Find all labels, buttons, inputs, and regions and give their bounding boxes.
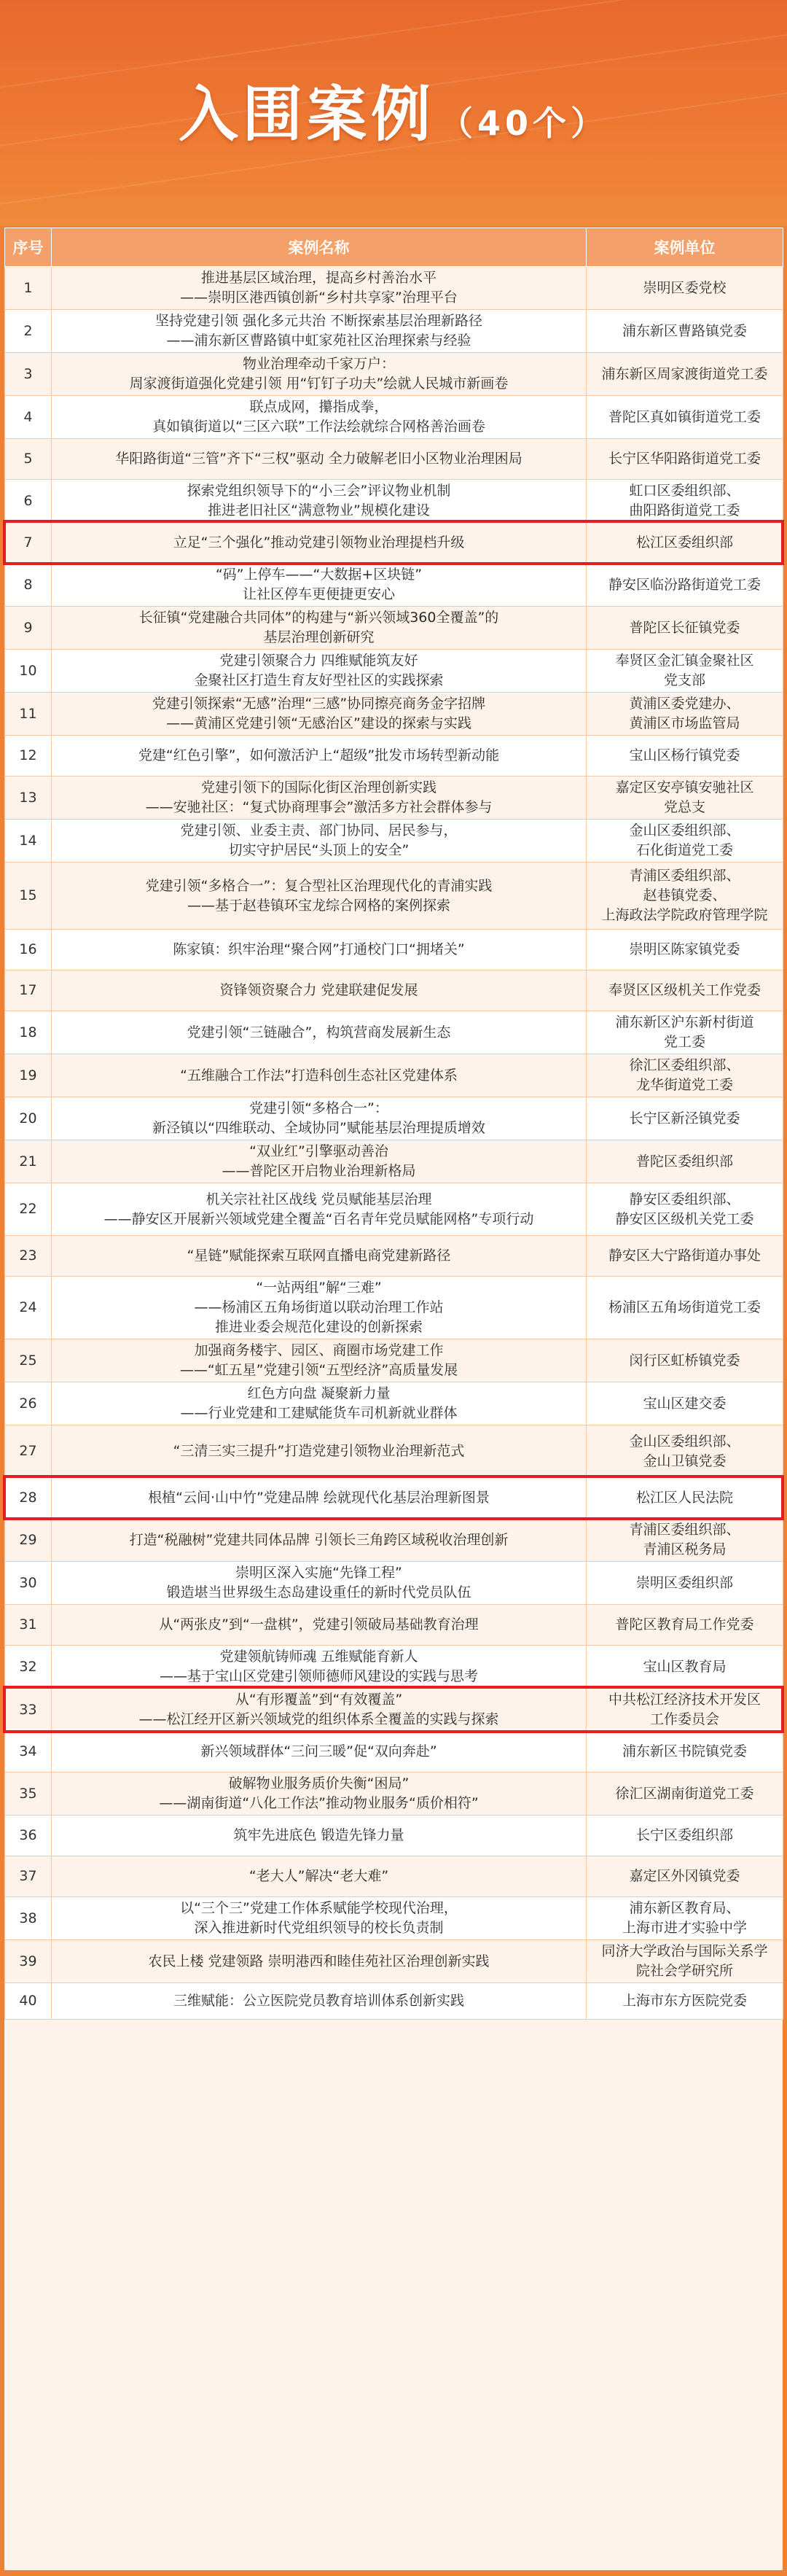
case-name-cell [52, 777, 587, 820]
case-unit-line: 普陀区真如镇街道党工委 [608, 408, 761, 425]
case-unit-line: 崇明区陈家镇党委 [629, 941, 740, 957]
case-name-line: 党建引领“三链融合”，构筑营商发展新生态 [187, 1024, 451, 1040]
case-unit-cell [587, 1425, 783, 1478]
case-unit-cell [587, 1478, 783, 1519]
case-name-cell [52, 1097, 587, 1140]
table-row [5, 480, 783, 523]
case-name-line: 立足“三个强化”推动党建引领物业治理提档升级 [173, 534, 465, 550]
case-name-cell [52, 930, 587, 970]
case-unit-cell [587, 1646, 783, 1689]
case-name-line: 真如镇街道以“三区六联”工作法绘就综合网格善治画卷 [152, 419, 485, 435]
row-number: 39 [5, 1940, 52, 1983]
case-name-line: 筑牢先进底色 锻造先锋力量 [233, 1827, 404, 1843]
case-name-cell [52, 480, 587, 523]
case-name-line: ——基于赵巷镇环宝龙综合网格的案例探索 [187, 897, 450, 914]
case-unit-line: 浦东新区书院镇党委 [622, 1743, 747, 1759]
case-unit-cell [587, 777, 783, 820]
case-unit-line: 赵巷镇党委、 [643, 887, 727, 903]
case-unit-line: 静安区大宁路街道办事处 [608, 1248, 761, 1264]
case-unit-line: 石化街道党工委 [635, 842, 733, 858]
case-name-line: 周家渡街道强化党建引领 用“钉钉子功夫”绘就人民城市新画卷 [129, 375, 509, 392]
row-number: 11 [5, 693, 52, 736]
case-name-line: ——松江经开区新兴领域党的组织体系全覆盖的实践与探索 [138, 1711, 499, 1727]
case-name-cell [52, 820, 587, 863]
row-number: 36 [5, 1816, 52, 1856]
table-row [5, 1011, 783, 1054]
case-name-cell [52, 1425, 587, 1478]
table-row [5, 1562, 783, 1605]
table-row [5, 1339, 783, 1382]
case-unit-cell [587, 1940, 783, 1983]
case-unit-line: 党工委 [663, 1034, 705, 1050]
case-name-cell [52, 1646, 587, 1689]
case-name-line: 物业治理牵动千家万户： [242, 356, 395, 372]
row-number: 13 [5, 777, 52, 820]
case-name-line: 推进基层区域治理，提高乡村善治水平 [200, 270, 436, 286]
row-number: 16 [5, 930, 52, 970]
case-name-cell [52, 1897, 587, 1940]
case-name-cell [52, 353, 587, 396]
case-name-cell [52, 1816, 587, 1856]
case-unit-cell [587, 970, 783, 1011]
case-unit-cell [587, 1562, 783, 1605]
case-name-cell [52, 1983, 587, 2020]
table-row [5, 863, 783, 930]
table-header-row [5, 228, 783, 267]
table-row [5, 353, 783, 396]
case-name-cell [52, 1054, 587, 1097]
case-unit-line: 宝山区杨行镇党委 [629, 747, 740, 763]
case-name-cell [52, 607, 587, 650]
case-unit-cell [587, 1236, 783, 1277]
title-main: 入围案例 [178, 80, 435, 149]
case-name-line: “双业红”引擎驱动善治 [249, 1143, 388, 1159]
case-name-line: 陈家镇：织牢治理“聚合网”打通校门口“拥堵关” [173, 941, 465, 957]
case-unit-line: 浦东新区周家渡街道党工委 [601, 365, 768, 382]
case-unit-line: 院社会学研究所 [635, 1963, 733, 1979]
case-name-cell [52, 1140, 587, 1183]
row-number: 18 [5, 1011, 52, 1054]
row-number: 8 [5, 564, 52, 607]
case-unit-cell [587, 650, 783, 693]
table-row [5, 930, 783, 970]
case-name-line: “码”上停车——“大数据+区块链” [215, 567, 423, 583]
row-number: 33 [5, 1689, 52, 1732]
case-name-line: 机关宗社社区战线 党员赋能基层治理 [205, 1191, 432, 1207]
case-unit-cell [587, 736, 783, 777]
case-name-line: ——“虹五星”党建引领“五型经济”高质量发展 [179, 1362, 458, 1378]
case-name-cell [52, 1478, 587, 1519]
table-row [5, 1519, 783, 1562]
case-name-line: ——基于宝山区党建引领师德师风建设的实践与思考 [159, 1668, 478, 1684]
case-unit-line: 长宁区华阳路街道党工委 [608, 451, 761, 467]
case-name-line: ——安驰社区：“复式协商理事会”激活多方社会群体参与 [145, 799, 493, 815]
case-unit-cell [587, 1732, 783, 1773]
row-number: 31 [5, 1605, 52, 1646]
table-row [5, 650, 783, 693]
case-name-line: 崇明区深入实施“先锋工程” [235, 1565, 402, 1581]
case-name-line: 打造“税融树”党建共同体品牌 引领长三角跨区域税收治理创新 [129, 1531, 509, 1548]
table-row [5, 1689, 783, 1732]
column-header-unit: 案例单位 [587, 228, 783, 267]
row-number: 12 [5, 736, 52, 777]
case-name-line: 党建“红色引擎”，如何激活沪上“超级”批发市场转型新动能 [138, 747, 500, 763]
case-name-line: 党建引领、业委主责、部门协同、居民参与， [180, 822, 458, 838]
case-name-line: 基层治理创新研究 [263, 629, 375, 645]
case-unit-cell [587, 439, 783, 480]
row-number: 20 [5, 1097, 52, 1140]
case-name-cell [52, 863, 587, 930]
row-number: 7 [5, 523, 52, 564]
case-unit-line: 普陀区长征镇党委 [629, 619, 740, 636]
case-unit-cell [587, 1277, 783, 1339]
table-row [5, 1983, 783, 2020]
case-unit-line: 松江区委组织部 [635, 534, 733, 550]
case-unit-cell [587, 1054, 783, 1097]
case-name-line: 坚持党建引领 强化多元共治 不断探索基层治理新路径 [154, 313, 483, 329]
case-name-cell [52, 310, 587, 353]
case-name-line: 破解物业服务质价失衡“困局” [228, 1775, 410, 1791]
case-unit-line: 静安区临汾路街道党工委 [608, 576, 761, 593]
case-unit-line: 奉贤区金汇镇金聚社区 [615, 653, 754, 669]
case-name-line: 三维赋能：公立医院党员教育培训体系创新实践 [173, 1993, 464, 2009]
row-number: 28 [5, 1478, 52, 1519]
case-name-cell [52, 1277, 587, 1339]
row-number: 5 [5, 439, 52, 480]
case-name-cell [52, 1856, 587, 1897]
case-name-cell [52, 1011, 587, 1054]
case-unit-cell [587, 1519, 783, 1562]
case-unit-line: 曲阳路街道党工委 [629, 502, 740, 518]
case-unit-line: 浦东新区曹路镇党委 [622, 322, 747, 339]
table-row [5, 1816, 783, 1856]
case-name-line: 党建领航铸师魂 五维赋能育新人 [219, 1649, 418, 1665]
case-name-line: 长征镇“党建融合共同体”的构建与“新兴领域360全覆盖”的 [138, 610, 499, 626]
table-row [5, 693, 783, 736]
case-unit-cell [587, 1856, 783, 1897]
case-name-line: 党建引领“多格合一”： [249, 1100, 388, 1116]
case-name-cell [52, 1940, 587, 1983]
row-number: 19 [5, 1054, 52, 1097]
case-unit-line: 浦东新区教育局、 [629, 1900, 740, 1916]
table-row [5, 607, 783, 650]
case-name-line: 以“三个三”党建工作体系赋能学校现代治理， [180, 1900, 458, 1916]
table-row [5, 736, 783, 777]
case-unit-line: 浦东新区沪东新村街道 [615, 1014, 754, 1030]
row-number: 14 [5, 820, 52, 863]
row-number: 3 [5, 353, 52, 396]
case-unit-line: 青浦区税务局 [643, 1541, 727, 1557]
case-name-line: 推进业委会规范化建设的创新探索 [214, 1319, 423, 1335]
row-number: 25 [5, 1339, 52, 1382]
case-unit-line: 宝山区建交委 [643, 1395, 727, 1412]
table-row [5, 1425, 783, 1478]
case-name-cell [52, 1183, 587, 1236]
row-number: 26 [5, 1382, 52, 1425]
case-unit-cell [587, 1816, 783, 1856]
row-number: 32 [5, 1646, 52, 1689]
row-number: 9 [5, 607, 52, 650]
case-unit-cell [587, 1605, 783, 1646]
case-name-line: ——行业党建和工建赋能货车司机新就业群体 [180, 1405, 458, 1421]
row-number: 21 [5, 1140, 52, 1183]
case-unit-line: 松江区人民法院 [635, 1490, 733, 1506]
table-row [5, 1236, 783, 1277]
case-name-line: 新兴领域群体“三问三暖”促“双向奔赴” [200, 1743, 437, 1759]
table-row [5, 1605, 783, 1646]
case-name-cell [52, 650, 587, 693]
case-unit-cell [587, 1382, 783, 1425]
case-unit-cell [587, 820, 783, 863]
case-name-cell [52, 267, 587, 310]
table-row [5, 1097, 783, 1140]
case-unit-line: 静安区委组织部、 [629, 1191, 740, 1207]
row-number: 1 [5, 267, 52, 310]
case-unit-cell [587, 863, 783, 930]
table-row [5, 1732, 783, 1773]
case-name-line: “星链”赋能探索互联网直播电商党建新路径 [187, 1248, 451, 1264]
table-row [5, 1940, 783, 1983]
case-unit-line: 龙华街道党工委 [635, 1077, 733, 1093]
row-number: 17 [5, 970, 52, 1011]
case-unit-line: 上海市进才实验中学 [622, 1920, 747, 1936]
case-name-line: 华阳路街道“三管”齐下“三权”驱动 全力破解老旧小区物业治理困局 [115, 451, 522, 467]
case-name-line: ——杨浦区五角场街道以联动治理工作站 [194, 1299, 444, 1315]
case-unit-cell [587, 564, 783, 607]
case-unit-cell [587, 1983, 783, 2020]
table-row [5, 1478, 783, 1519]
case-name-line: 根植“云间·山中竹”党建品牌 绘就现代化基层治理新图景 [148, 1490, 490, 1506]
row-number: 23 [5, 1236, 52, 1277]
case-name-line: 切实守护居民“头顶上的安全” [228, 842, 410, 858]
row-number: 2 [5, 310, 52, 353]
row-number: 40 [5, 1983, 52, 2020]
case-name-line: “三清三实三提升”打造党建引领物业治理新范式 [173, 1443, 465, 1459]
case-unit-cell [587, 267, 783, 310]
table-row [5, 564, 783, 607]
case-name-line: “老大人”解决“老大难” [248, 1868, 389, 1884]
case-unit-line: 上海政法学院政府管理学院 [601, 907, 768, 923]
case-name-line: 让社区停车更便捷更安心 [242, 586, 395, 602]
case-unit-line: 长宁区委组织部 [635, 1827, 733, 1843]
case-unit-line: 金山区委组织部、 [629, 1433, 740, 1450]
case-unit-line: 黄浦区委党建办、 [629, 696, 740, 712]
column-header-name: 案例名称 [52, 228, 587, 267]
case-name-line: 从“两张皮”到“一盘棋”，党建引领破局基础教育治理 [159, 1616, 479, 1633]
case-name-line: 红色方向盘 凝聚新力量 [247, 1385, 391, 1401]
case-name-line: 加强商务楼宇、园区、商圈市场党建工作 [194, 1342, 444, 1358]
case-name-cell [52, 1732, 587, 1773]
case-unit-line: 中共松江经济技术开发区 [608, 1692, 761, 1708]
case-name-cell [52, 1689, 587, 1732]
case-unit-cell [587, 1897, 783, 1940]
case-unit-line: 宝山区教育局 [643, 1658, 727, 1675]
case-name-line: 新泾镇以“四维联动、全域协同”赋能基层治理提质增效 [152, 1120, 485, 1136]
case-unit-line: 普陀区教育局工作党委 [615, 1616, 754, 1633]
case-name-line: 资锋领资聚合力 党建联建促发展 [219, 982, 418, 998]
case-unit-line: 金山区委组织部、 [629, 822, 740, 838]
case-unit-line: 徐汇区委组织部、 [629, 1057, 740, 1073]
case-name-line: 党建引领“多格合一”：复合型社区治理现代化的青浦实践 [145, 877, 493, 894]
case-unit-cell [587, 480, 783, 523]
case-name-cell [52, 736, 587, 777]
case-unit-line: 嘉定区外冈镇党委 [629, 1868, 740, 1884]
case-unit-cell [587, 396, 783, 439]
row-number: 37 [5, 1856, 52, 1897]
row-number: 27 [5, 1425, 52, 1478]
cases-table-container [4, 227, 783, 2570]
row-number: 34 [5, 1732, 52, 1773]
case-unit-cell [587, 930, 783, 970]
case-name-cell [52, 439, 587, 480]
row-number: 24 [5, 1277, 52, 1339]
case-unit-cell [587, 310, 783, 353]
table-row [5, 1646, 783, 1689]
row-number: 15 [5, 863, 52, 930]
case-name-line: 党建引领聚合力 四维赋能筑友好 [219, 653, 418, 669]
table-row [5, 1140, 783, 1183]
case-unit-line: 闵行区虹桥镇党委 [629, 1352, 740, 1369]
case-name-line: 党建引领探索“无感”治理“三感”协同擦亮商务金字招牌 [152, 696, 486, 712]
row-number: 6 [5, 480, 52, 523]
case-unit-cell [587, 1097, 783, 1140]
row-number: 4 [5, 396, 52, 439]
case-name-line: ——崇明区港西镇创新“乡村共享家”治理平台 [180, 289, 458, 306]
row-number: 29 [5, 1519, 52, 1562]
table-row [5, 970, 783, 1011]
row-number: 35 [5, 1773, 52, 1816]
case-name-cell [52, 1773, 587, 1816]
case-name-line: ——静安区开展新兴领域党建全覆盖“百名青年党员赋能网格”专项行动 [103, 1210, 534, 1227]
table-row [5, 820, 783, 863]
case-name-cell [52, 1236, 587, 1277]
case-name-line: 党建引领下的国际化街区治理创新实践 [200, 779, 436, 795]
case-name-line: “一站两组”解“三难” [256, 1280, 382, 1296]
column-header-no: 序号 [5, 228, 52, 267]
case-unit-line: 黄浦区市场监管局 [629, 715, 740, 731]
case-unit-cell [587, 607, 783, 650]
row-number: 30 [5, 1562, 52, 1605]
table-row [5, 777, 783, 820]
case-unit-line: 上海市东方医院党委 [622, 1993, 747, 2009]
case-unit-line: 静安区区级机关党工委 [615, 1210, 754, 1227]
case-unit-line: 工作委员会 [649, 1711, 719, 1727]
table-row [5, 310, 783, 353]
case-name-cell [52, 970, 587, 1011]
case-unit-line: 虹口区委组织部、 [629, 483, 740, 499]
case-unit-line: 奉贤区区级机关工作党委 [608, 982, 761, 998]
table-body [5, 267, 783, 2020]
case-name-cell [52, 523, 587, 564]
table-row [5, 1054, 783, 1097]
case-unit-line: 嘉定区安亭镇安驰社区 [615, 779, 754, 795]
case-name-line: 农民上楼 党建领路 崇明港西和睦佳苑社区治理创新实践 [148, 1953, 490, 1969]
case-name-cell [52, 564, 587, 607]
case-name-line: 推进老旧社区“满意物业”规模化建设 [208, 502, 430, 518]
case-unit-line: 青浦区委组织部、 [629, 868, 740, 884]
table-row [5, 1277, 783, 1339]
table-row [5, 439, 783, 480]
case-name-line: ——浦东新区曹路镇中虹家苑社区治理探索与经验 [166, 332, 471, 349]
case-name-cell [52, 1519, 587, 1562]
case-unit-cell [587, 1011, 783, 1054]
case-name-line: 探索党组织领导下的“小三会”评议物业机制 [187, 483, 451, 499]
case-name-line: 联点成网，攥指成拳， [249, 399, 388, 415]
case-name-line: 深入推进新时代党组织领导的校长负责制 [194, 1920, 444, 1936]
case-name-line: ——湖南街道“八化工作法”推动物业服务“质价相符” [159, 1795, 479, 1811]
table-row [5, 1183, 783, 1236]
case-name-cell [52, 693, 587, 736]
case-unit-cell [587, 1183, 783, 1236]
case-unit-line: 徐汇区湖南街道党工委 [615, 1785, 754, 1802]
table-row [5, 1382, 783, 1425]
table-row [5, 267, 783, 310]
case-unit-cell [587, 693, 783, 736]
case-unit-cell [587, 1140, 783, 1183]
table-row [5, 1856, 783, 1897]
case-unit-cell [587, 523, 783, 564]
case-name-line: ——普陀区开启物业治理新格局 [222, 1163, 416, 1179]
case-unit-cell [587, 353, 783, 396]
table-row [5, 523, 783, 564]
case-unit-line: 青浦区委组织部、 [629, 1522, 740, 1538]
case-unit-line: 崇明区委党校 [643, 279, 727, 296]
case-unit-cell [587, 1689, 783, 1732]
case-unit-line: 金山卫镇党委 [643, 1452, 727, 1469]
table-row [5, 1897, 783, 1940]
case-name-cell [52, 1382, 587, 1425]
case-unit-line: 崇明区委组织部 [635, 1574, 733, 1591]
title-count: （40个） [439, 104, 609, 143]
case-unit-cell [587, 1339, 783, 1382]
row-number: 22 [5, 1183, 52, 1236]
cases-table [4, 227, 783, 2020]
case-name-line: 从“有形覆盖”到“有效覆盖” [235, 1692, 403, 1708]
case-unit-line: 普陀区委组织部 [635, 1153, 733, 1170]
case-name-cell [52, 1605, 587, 1646]
case-name-cell [52, 1339, 587, 1382]
case-name-cell [52, 1562, 587, 1605]
case-unit-line: 党总支 [663, 799, 705, 815]
case-name-line: 金聚社区打造生育友好型社区的实践探索 [194, 672, 444, 688]
page-title [0, 67, 787, 152]
case-unit-line: 杨浦区五角场街道党工委 [608, 1299, 761, 1315]
footer-bar [0, 2570, 787, 2576]
case-name-line: 锻造堪当世界级生态岛建设重任的新时代党员队伍 [166, 1584, 471, 1600]
case-name-line: ——黄浦区党建引领“无感治区”建设的探索与实践 [166, 715, 471, 731]
table-row [5, 1773, 783, 1816]
case-name-cell [52, 396, 587, 439]
case-unit-cell [587, 1773, 783, 1816]
case-unit-line: 长宁区新泾镇党委 [629, 1110, 740, 1126]
row-number: 38 [5, 1897, 52, 1940]
table-row [5, 396, 783, 439]
case-unit-line: 党支部 [663, 672, 705, 688]
row-number: 10 [5, 650, 52, 693]
case-name-line: “五维融合工作法”打造科创生态社区党建体系 [180, 1067, 458, 1083]
case-unit-line: 同济大学政治与国际关系学 [601, 1943, 768, 1959]
page-header [0, 0, 787, 226]
